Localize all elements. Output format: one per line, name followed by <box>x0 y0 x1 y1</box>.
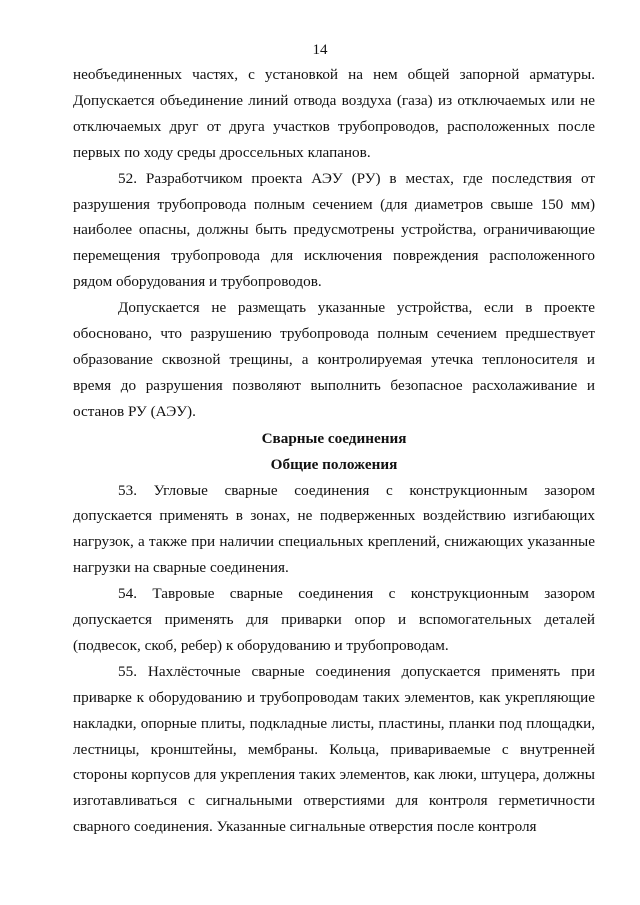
paragraph-52: 52. Разработчиком проекта АЭУ (РУ) в местах, где последствия от разрушения трубопровода полным сечением (для диаметров свыше 150 мм) наиболее опасны, должны быть предусмотрены устройства, ограничивающие перемещения трубопровода для исключения повреждения расположенного рядом оборудования и трубопроводов. <box>73 169 595 291</box>
paragraph-continuation: необъединенных частях, с установкой на нем общей запорной арматуры. Допускается объединение линий отвода воздуха (газа) из отключаемых или не отключаемых друг от друга участков трубопроводов, расположенных после первых по ходу среды дроссельных клапанов. <box>73 66 595 161</box>
paragraph-55: 55. Нахлёсточные сварные соединения допускается применять при приварке к оборудованию и трубопроводам таких элементов, как укрепляющие накладки, опорные плиты, подкладные листы, пластины, планки под площадки, лестницы, кронштейны, мембраны. Кольца, привариваемые с внутренней стороны корпусов для укрепления таких элементов, как люки, штуцера, должны изготавливаться с сигнальными отверстиями для контроля герметичности сварного соединения. Указанные сигнальные отверстия после контроля <box>73 662 595 836</box>
page-number: 14 <box>312 42 328 58</box>
document-body <box>73 62 595 840</box>
subsection-heading: Общие положения <box>270 455 398 473</box>
paragraph-53: 53. Угловые сварные соединения с конструкционным зазором допускается применять в зонах, не подверженных воздействию изгибающих нагрузок, а также при наличии специальных креплений, снижающих указанные нагрузки на сварные соединения. <box>73 481 595 577</box>
paragraph-52-exception: Допускается не размещать указанные устройства, если в проекте обосновано, что разрушению трубопровода полным сечением предшествует образование сквозной трещины, а контролируемая утечка теплоносителя и время до разрушения позволяют выполнить безопасное расхолаживание и останов РУ (АЭУ). <box>73 299 595 420</box>
paragraph-54: 54. Тавровые сварные соединения с конструкционным зазором допускается применять для приварки опор и вспомогательных деталей (подвесок, скоб, ребер) к оборудованию и трубопроводам. <box>73 585 595 654</box>
section-heading: Сварные соединения <box>261 429 407 447</box>
